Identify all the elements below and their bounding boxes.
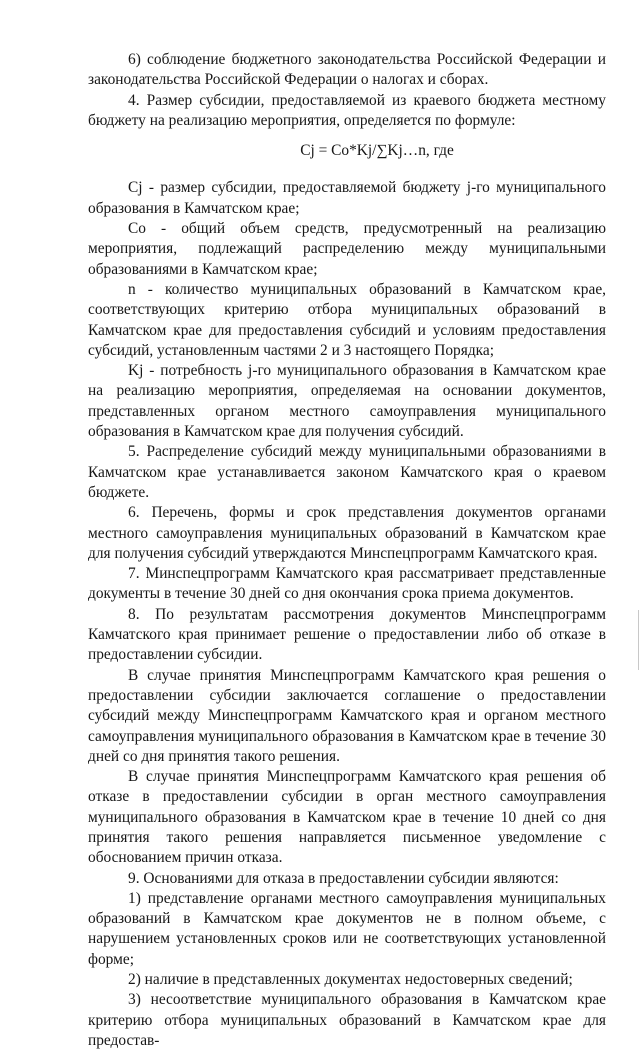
definition-cj: Cj - размер субсидии, предоставляемой бюджету j-го муниципального образования в Камчатском крае; [88, 179, 606, 217]
paragraph-refusal-grounds: 9. Основаниями для отказа в предоставлении субсидии являются: [128, 869, 559, 887]
paragraph-budget-compliance: 6) соблюдение бюджетного законодательства Российской Федерации и законодательства Российской Федерации о налогах и сборах. [88, 51, 606, 89]
definition-n: n - количество муниципальных образований в Камчатском крае, соответствующих критерию отбора муниципальных образований в Камчатском крае для предоставления субсидий и условиям предоставления субсидий, установленным частями 2 и 3 настоящего Порядка; [88, 280, 606, 359]
definition-kj: Kj - потребность j-го муниципального образования в Камчатском крае на реализацию мероприятия, определяемая на основании документов, представленных органом местного самоуправления муниципального образования в Камчатском крае для получения субсидий. [88, 362, 606, 441]
refusal-ground-3: 3) несоответствие муниципального образования в Камчатском крае критерию отбора муниципальных образований в Камчатском крае для предостав- [88, 991, 606, 1049]
document-body [88, 50, 606, 1051]
paragraph-subsidy-size: 4. Размер субсидии, предоставляемой из краевого бюджета местному бюджету на реализацию мероприятия, определяется по формуле: [88, 91, 606, 129]
refusal-ground-1: 1) представление органами местного самоуправления муниципальных образований в Камчатском крае документов не в полном объеме, с нарушением установленных сроков или не соответствующих установленной форме; [88, 889, 606, 968]
subsidy-formula: Cj = Co*Kj/∑Kj…n, где [300, 142, 454, 160]
paragraph-documents-list: 6. Перечень, формы и срок представления документов органами местного самоуправления муниципальных образований в Камчатском крае для получения субсидий утверждаются Минспецпрограмм Камчатского края. [88, 504, 606, 562]
definition-co: Со - общий объем средств, предусмотренный на реализацию мероприятия, подлежащий распределению между муниципальными образованиями в Камчатском крае; [88, 220, 606, 278]
paragraph-agreement: В случае принятия Минспецпрограмм Камчатского края решения о предоставлении субсидии заключается соглашение о предоставлении субсидий между Минспецпрограмм Камчатского края и органом местного самоуправления муниципального образования в Камчатском крае в течение 30 дней со дня принятия такого решения. [88, 666, 606, 765]
refusal-ground-2: 2) наличие в представленных документах недостоверных сведений; [128, 971, 573, 989]
paragraph-distribution: 5. Распределение субсидий между муниципальными образованиями в Камчатском крае устанавливается законом Камчатского края о краевом бюджете. [88, 443, 606, 501]
paragraph-decision: 8. По результатам рассмотрения документов Минспецпрограмм Камчатского края принимает решение о предоставлении либо об отказе в предоставлении субсидии. [88, 605, 606, 664]
paragraph-refusal-notice: В случае принятия Минспецпрограмм Камчатского края решения об отказе в предоставлении субсидии в орган местного самоуправления муниципального образования в Камчатском крае в течение 10 дней со дня принятия такого решения направляется письменное уведомление с обоснованием причин отказа. [88, 768, 606, 867]
paragraph-review-period: 7. Минспецпрограмм Камчатского края рассматривает представленные документы в течение 30 дней со дня окончания срока приема документов. [88, 565, 606, 603]
